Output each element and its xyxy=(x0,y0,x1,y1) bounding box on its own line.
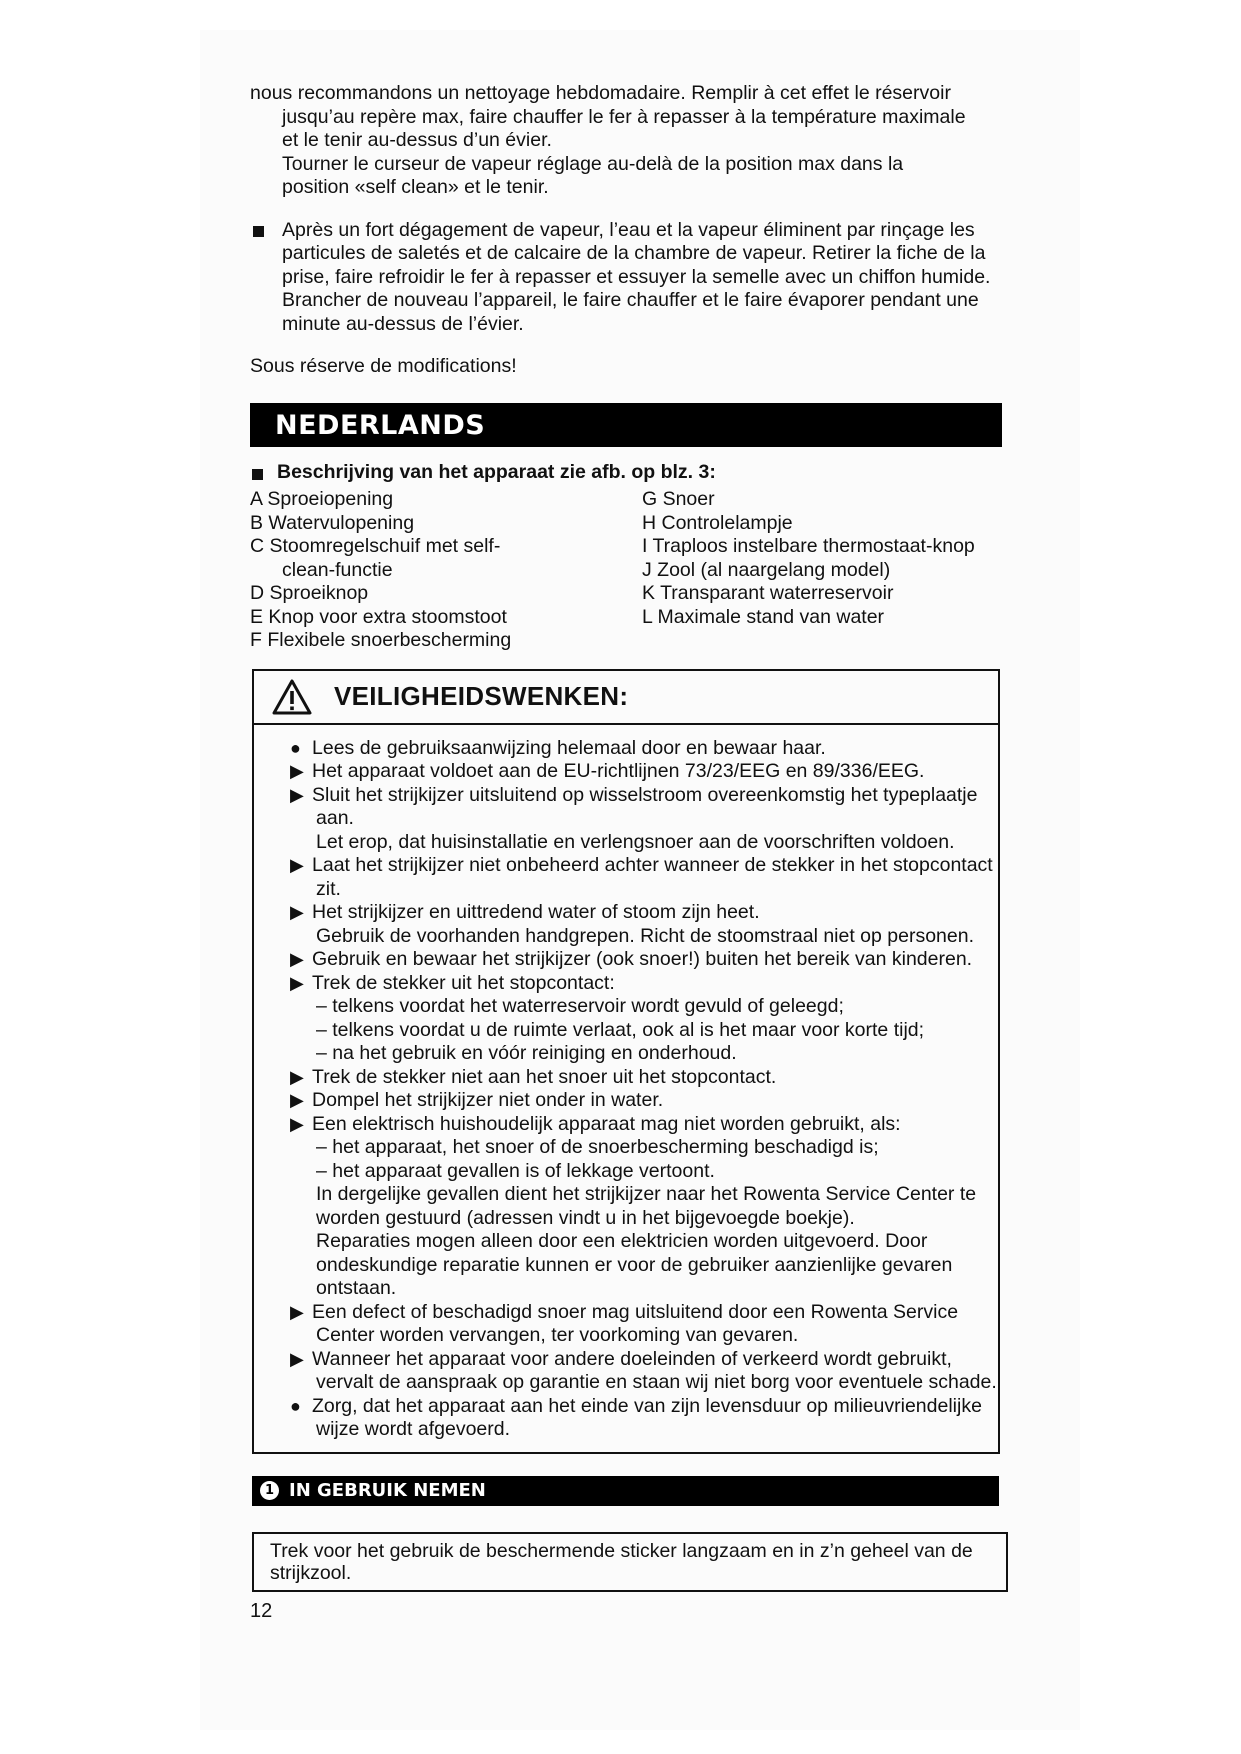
safety-item xyxy=(270,1301,998,1348)
item-text: Wanneer het apparaat voor andere doeleinden of verkeerd wordt gebruikt, vervalt de aanspraak op garantie en staan wij niet borg voor eventuele schade. xyxy=(312,1347,997,1393)
triangle-bullet-icon: ▶ xyxy=(290,972,304,993)
section-title: IN GEBRUIK NEMEN xyxy=(289,1479,486,1501)
part-item: I Traploos instelbare thermostaat-knop xyxy=(642,535,975,557)
item-text: Een defect of beschadigd snoer mag uitsluitend door een Rowenta Service Center worden vervangen, ter voorkoming van gevaren. xyxy=(312,1300,959,1346)
item-subtext: In dergelijke gevallen dient het strijkijzer naar het Rowenta Service Center te worden gestuurd (adressen vindt u in het bijgevoegde boekje). xyxy=(316,1183,977,1229)
page-content xyxy=(250,82,1002,1623)
part-item: A Sproeiopening xyxy=(250,488,394,510)
item-subtext: Reparaties mogen alleen door een elektricien worden uitgevoerd. Door ondeskundige reparatie kunnen er voor de gebruiker aanzienlijke gevaren ontstaan. xyxy=(316,1230,953,1299)
text-line: Tourner le curseur de vapeur réglage au-delà de la position max dans la xyxy=(282,152,904,175)
part-item: L Maximale stand van water xyxy=(642,605,885,628)
text-line: jusqu’au repère max, faire chauffer le fer à repasser à la température maximale xyxy=(282,105,966,128)
page-number: 12 xyxy=(250,1599,273,1622)
language-header: NEDERLANDS xyxy=(250,403,1002,447)
description-heading xyxy=(250,461,1002,485)
item-dash-line: – het apparaat gevallen is of lekkage vertoont. xyxy=(316,1159,715,1182)
safety-item xyxy=(270,1089,998,1113)
circle-bullet-icon: ● xyxy=(290,737,301,758)
item-text: Trek de stekker uit het stopcontact: xyxy=(312,971,615,994)
safety-item xyxy=(270,784,998,855)
text-line: position «self clean» et le tenir. xyxy=(282,176,549,198)
circle-bullet-icon: ● xyxy=(290,1395,301,1416)
triangle-bullet-icon: ▶ xyxy=(290,761,304,781)
triangle-bullet-icon: ▶ xyxy=(290,855,304,875)
part-item: K Transparant waterreservoir xyxy=(642,582,894,604)
safety-item xyxy=(270,948,998,972)
triangle-bullet-icon: ▶ xyxy=(290,1301,304,1322)
safety-item xyxy=(270,972,998,1066)
safety-item xyxy=(270,854,998,901)
item-text: Zorg, dat het apparaat aan het einde van zijn levensduur op milieuvriendelijke wijze wordt afgevoerd. xyxy=(312,1394,982,1440)
item-text: Sluit het strijkijzer uitsluitend op wisselstroom overeenkomstig het typeplaatje aan. xyxy=(312,783,978,829)
item-dash-line: – het apparaat, het snoer of de snoerbescherming beschadigd is; xyxy=(316,1136,879,1158)
item-text: Dompel het strijkijzer niet onder in water. xyxy=(312,1089,664,1111)
item-dash-line: – telkens voordat het waterreservoir wordt gevuld of geleegd; xyxy=(316,995,844,1017)
parts-column-right xyxy=(642,488,1002,653)
part-item: F Flexibele snoerbescherming xyxy=(250,629,512,651)
item-text: Laat het strijkijzer niet onbeheerd achter wanneer de stekker in het stopcontact zit. xyxy=(312,854,993,900)
safety-header xyxy=(254,671,998,725)
note-box: Trek voor het gebruik de beschermende sticker langzaam en in z’n geheel van de strijkzool. xyxy=(252,1532,1008,1592)
triangle-bullet-icon: ▶ xyxy=(290,949,304,969)
triangle-bullet-icon: ▶ xyxy=(290,902,304,922)
safety-item xyxy=(270,901,998,948)
safety-list xyxy=(270,737,998,1442)
item-text: Het strijkijzer en uittredend water of stoom zijn heet. xyxy=(312,901,760,923)
safety-title: VEILIGHEIDSWENKEN: xyxy=(334,680,629,711)
section-header xyxy=(252,1476,999,1506)
part-item: H Controlelampje xyxy=(642,511,793,534)
text-line: nous recommandons un nettoyage hebdomadaire. Remplir à cet effet le réservoir xyxy=(250,82,951,104)
part-item: B Watervulopening xyxy=(250,511,415,534)
french-paragraph-1 xyxy=(250,82,1002,200)
safety-item xyxy=(270,1348,998,1395)
part-item: C Stoomregelschuif met self-clean-functie xyxy=(250,535,501,581)
safety-item xyxy=(270,1113,998,1301)
triangle-bullet-icon: ▶ xyxy=(290,1348,304,1369)
safety-item xyxy=(270,1395,998,1442)
item-text: Trek de stekker niet aan het snoer uit het stopcontact. xyxy=(312,1065,777,1088)
item-dash-line: – na het gebruik en vóór reiniging en onderhoud. xyxy=(316,1042,737,1064)
triangle-bullet-icon: ▶ xyxy=(290,1066,304,1087)
warning-triangle-icon xyxy=(272,679,312,715)
safety-box xyxy=(252,669,1000,1454)
triangle-bullet-icon: ▶ xyxy=(290,1113,304,1134)
text-line: et le tenir au-dessus d’un évier. xyxy=(282,129,552,151)
safety-item xyxy=(270,760,998,784)
part-item: J Zool (al naargelang model) xyxy=(642,558,891,581)
parts-list xyxy=(250,488,1002,653)
square-bullet-icon xyxy=(252,469,263,480)
safety-item xyxy=(270,737,998,761)
safety-item xyxy=(270,1066,998,1090)
item-dash-line: – telkens voordat u de ruimte verlaat, ook al is het maar voor korte tijd; xyxy=(316,1018,925,1041)
triangle-bullet-icon: ▶ xyxy=(290,1090,304,1110)
parts-column-left xyxy=(250,488,642,653)
item-text: Een elektrisch huishoudelijk apparaat mag niet worden gebruikt, als: xyxy=(312,1112,901,1135)
part-item: D Sproeiknop xyxy=(250,582,369,604)
item-subtext: Let erop, dat huisinstallatie en verlengsnoer aan de voorschriften voldoen. xyxy=(316,830,955,853)
item-text: Lees de gebruiksaanwijzing helemaal door en bewaar haar. xyxy=(312,736,826,759)
french-paragraph-2 xyxy=(250,219,1002,337)
triangle-bullet-icon: ▶ xyxy=(290,784,304,805)
item-text: Het apparaat voldoet aan de EU-richtlijnen 73/23/EEG en 89/336/EEG. xyxy=(312,760,925,782)
paragraph-text: Après un fort dégagement de vapeur, l’eau et la vapeur éliminent par rinçage les particules de saletés et de calcaire de la chambre de vapeur. Retirer la fiche de la prise, faire refroidir le fer à repasser et essuyer la semelle avec un chiffon humide. Brancher de nouveau l’appareil, le faire chauffer et le faire évaporer pendant une minute au-dessus de l’évier. xyxy=(282,218,991,335)
square-bullet-icon xyxy=(253,226,264,237)
reserve-note: Sous réserve de modifications! xyxy=(250,355,517,377)
section-number-badge: 1 xyxy=(260,1481,279,1500)
item-subtext: Gebruik de voorhanden handgrepen. Richt de stoomstraal niet op personen. xyxy=(316,924,975,947)
part-item: E Knop voor extra stoomstoot xyxy=(250,605,507,628)
part-item: G Snoer xyxy=(642,488,715,510)
heading-text: Beschrijving van het apparaat zie afb. op blz. 3: xyxy=(277,460,716,483)
item-text: Gebruik en bewaar het strijkijzer (ook snoer!) buiten het bereik van kinderen. xyxy=(312,948,973,970)
